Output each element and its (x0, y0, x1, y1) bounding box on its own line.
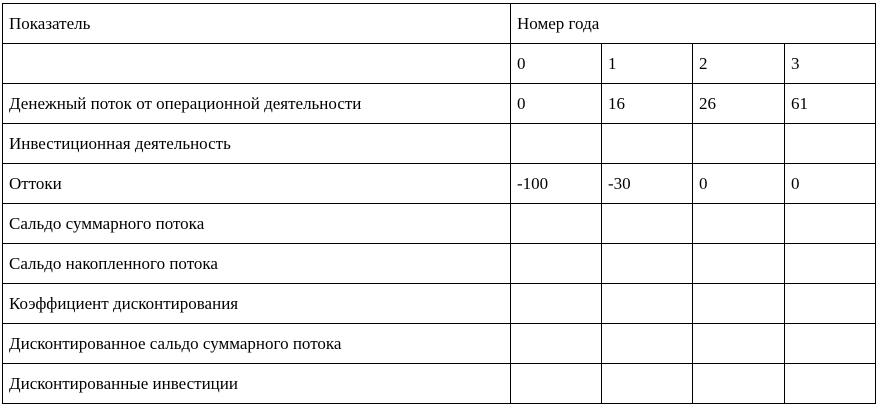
value-cell: 0 (511, 84, 602, 124)
value-cell: 0 (693, 164, 785, 204)
value-cell (511, 244, 602, 284)
value-cell (602, 124, 693, 164)
value-cell (511, 284, 602, 324)
row-label-cell: Дисконтированные инвестиции (3, 364, 511, 404)
value-cell (785, 124, 876, 164)
value-cell (785, 244, 876, 284)
value-cell (511, 124, 602, 164)
row-label-cell: Дисконтированное сальдо суммарного потока (3, 324, 511, 364)
value-cell (602, 324, 693, 364)
row-label-cell: Сальдо суммарного потока (3, 204, 511, 244)
value-cell (602, 244, 693, 284)
year-cell: 3 (785, 44, 876, 84)
row-label-cell: Сальдо накопленного потока (3, 244, 511, 284)
value-cell (693, 124, 785, 164)
value-cell (602, 364, 693, 404)
years-row-label-cell (3, 44, 511, 84)
value-cell (602, 204, 693, 244)
value-cell: 0 (785, 164, 876, 204)
table-row (3, 164, 876, 204)
value-cell (693, 284, 785, 324)
years-caption-cell: Номер года (511, 4, 876, 44)
table-row (3, 204, 876, 244)
cash-flow-table (2, 3, 876, 404)
row-label-cell: Инвестиционная деятельность (3, 124, 511, 164)
table-body (3, 4, 876, 404)
value-cell: -30 (602, 164, 693, 204)
table-row (3, 324, 876, 364)
value-cell: 61 (785, 84, 876, 124)
year-cell: 2 (693, 44, 785, 84)
value-cell (785, 364, 876, 404)
row-label-cell: Оттоки (3, 164, 511, 204)
year-cell: 1 (602, 44, 693, 84)
value-cell (785, 204, 876, 244)
header-row (3, 4, 876, 44)
value-cell: 26 (693, 84, 785, 124)
value-cell (693, 364, 785, 404)
value-cell (602, 284, 693, 324)
table-row (3, 124, 876, 164)
value-cell: 16 (602, 84, 693, 124)
value-cell (511, 204, 602, 244)
table-row (3, 84, 876, 124)
table-row (3, 244, 876, 284)
row-label-cell: Коэффициент дисконтирования (3, 284, 511, 324)
year-cell: 0 (511, 44, 602, 84)
years-row (3, 44, 876, 84)
header-label-cell: Показатель (3, 4, 511, 44)
value-cell (511, 324, 602, 364)
value-cell (511, 364, 602, 404)
table-row (3, 284, 876, 324)
value-cell: -100 (511, 164, 602, 204)
table-row (3, 364, 876, 404)
value-cell (693, 244, 785, 284)
value-cell (785, 324, 876, 364)
row-label-cell: Денежный поток от операционной деятельности (3, 84, 511, 124)
value-cell (693, 204, 785, 244)
value-cell (693, 324, 785, 364)
value-cell (785, 284, 876, 324)
